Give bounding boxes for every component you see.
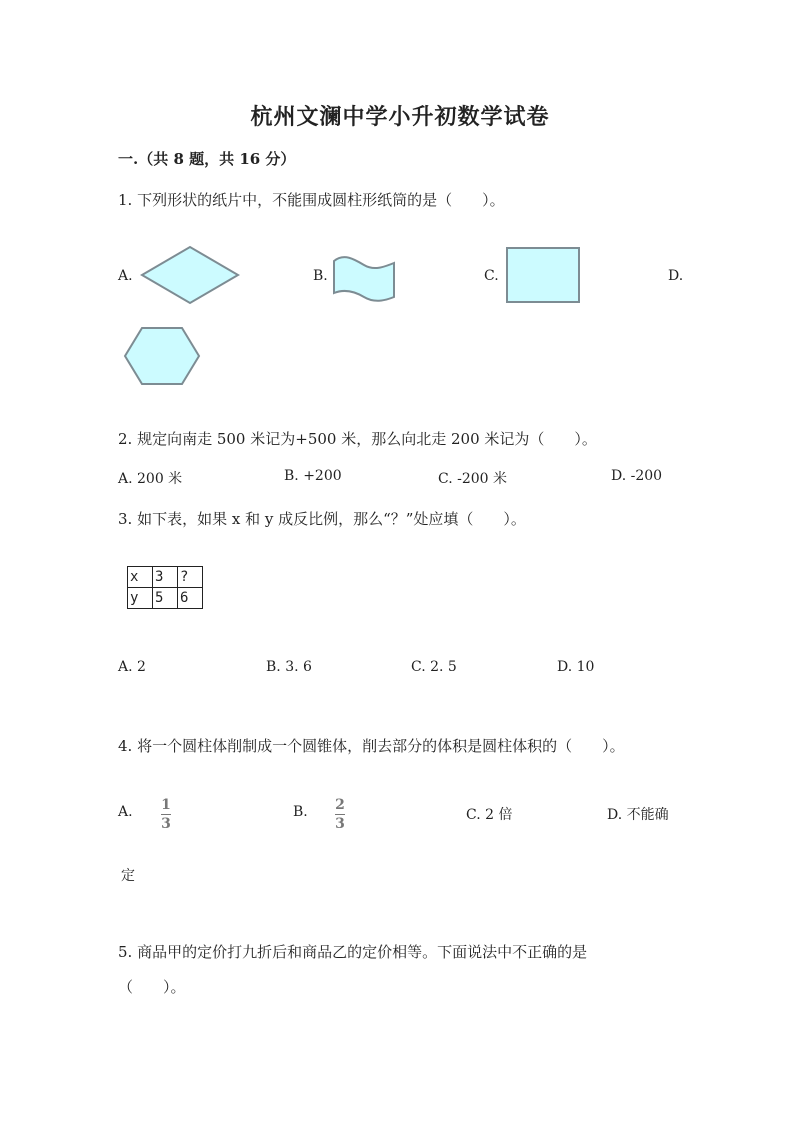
fraction-two-thirds bbox=[335, 798, 345, 831]
xy-table bbox=[127, 566, 203, 609]
q2-option-c: C. -200 米 bbox=[438, 471, 508, 487]
rectangle-icon bbox=[505, 246, 581, 304]
q4-option-d: D. 不能确 bbox=[607, 807, 669, 823]
question-3-text: 3. 如下表，如果 x 和 y 成反比例，那么“？”处应填（ ）。 bbox=[118, 510, 526, 528]
table-cell: 3 bbox=[153, 567, 178, 588]
fraction-bar bbox=[161, 814, 171, 815]
fraction-bar bbox=[335, 814, 345, 815]
fraction-numerator: 1 bbox=[161, 797, 171, 813]
q1-option-a-label: A. bbox=[118, 268, 133, 284]
q3-option-b: B. 3. 6 bbox=[266, 659, 312, 675]
q2-option-a: A. 200 米 bbox=[118, 471, 183, 487]
fraction-one-third bbox=[161, 798, 171, 831]
q4-option-b-label: B. bbox=[293, 804, 308, 820]
question-5-text: 5. 商品甲的定价打九折后和商品乙的定价相等。下面说法中不正确的是 bbox=[118, 943, 588, 961]
q3-option-a: A. 2 bbox=[118, 659, 146, 675]
q1-option-d-label: D. bbox=[668, 268, 684, 284]
table-cell: y bbox=[128, 588, 153, 609]
table-cell: ? bbox=[178, 567, 203, 588]
table-row bbox=[128, 588, 203, 609]
fraction-denominator: 3 bbox=[161, 816, 171, 832]
q4-option-a-label: A. bbox=[118, 804, 133, 820]
table-cell: 5 bbox=[153, 588, 178, 609]
question-4-text: 4. 将一个圆柱体削制成一个圆锥体，削去部分的体积是圆柱体积的（ ）。 bbox=[118, 737, 625, 755]
section-heading: 一.（共 8 题，共 16 分） bbox=[118, 150, 296, 168]
q4-option-d-wrap: 定 bbox=[121, 868, 135, 884]
wavy-flag-icon bbox=[330, 253, 398, 303]
q2-option-b: B. +200 bbox=[284, 468, 342, 484]
question-1-text: 1. 下列形状的纸片中，不能围成圆柱形纸筒的是（ ）。 bbox=[118, 191, 505, 209]
question-5-text-continued: （ ）。 bbox=[118, 978, 186, 996]
hexagon-icon bbox=[123, 326, 201, 386]
rhombus-icon bbox=[140, 245, 240, 305]
question-2-text: 2. 规定向南走 500 米记为+500 米，那么向北走 200 米记为（ ）。 bbox=[118, 430, 597, 448]
q4-option-c: C. 2 倍 bbox=[466, 807, 513, 823]
fraction-numerator: 2 bbox=[335, 797, 345, 813]
q3-option-c: C. 2. 5 bbox=[411, 659, 457, 675]
table-row bbox=[128, 567, 203, 588]
q2-option-d: D. -200 bbox=[611, 468, 663, 484]
q1-option-b-label: B. bbox=[313, 268, 328, 284]
page-title: 杭州文澜中学小升初数学试卷 bbox=[250, 104, 550, 130]
table-cell: 6 bbox=[178, 588, 203, 609]
q1-option-c-label: C. bbox=[484, 268, 499, 284]
fraction-denominator: 3 bbox=[335, 816, 345, 832]
table-cell: x bbox=[128, 567, 153, 588]
q3-option-d: D. 10 bbox=[557, 659, 595, 675]
